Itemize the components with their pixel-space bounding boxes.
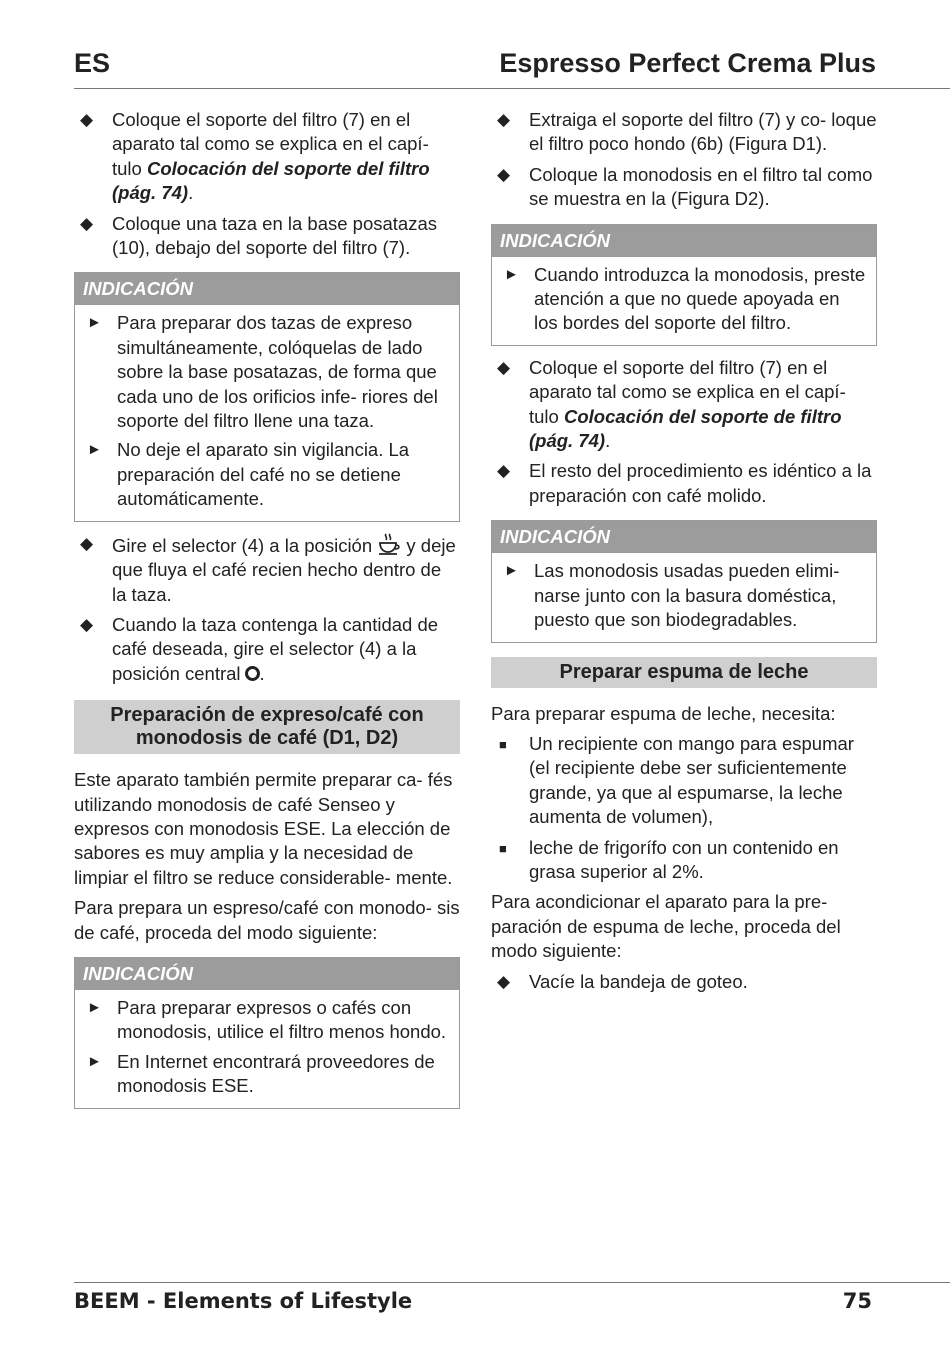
list-item: ■ leche de frigorífo con un contenido en grasa superior al 2%. [499,836,839,882]
off-position-icon [245,666,260,681]
page-number: 75 [842,1289,872,1313]
list-item: ■ Un recipiente con mango para espumar (el recipiente debe ser suficientemente grande, ya que al espumarse, la leche aumenta de volumen), [499,732,854,828]
diamond-bullet-icon: ◆ [80,110,94,129]
square-bullet-icon: ■ [499,840,507,856]
left-column [74,108,460,1119]
note-item: ► Para preparar expresos o cafés con monodosis, utilice el filtro menos hondo. [87,996,447,1043]
header-divider [74,88,950,89]
diamond-bullet-icon: ◆ [80,213,94,233]
note-item: ► Las monodosis usadas pueden elimi- narse junto con la basura doméstica, puesto que son biodegradables. [504,560,840,631]
paragraph: Para prepara un espreso/café con monodo- sis de café, proceda del modo siguiente: [74,897,460,943]
note-heading: INDICACIÓN [75,958,459,990]
note-item: ► Cuando introduzca la monodosis, preste atención a que no quede apoyada en los bordes del soporte del filtro. [504,263,866,334]
note-box [74,957,460,1109]
diamond-bullet-icon: ◆ [497,110,511,129]
diamond-bullet-icon: ◆ [80,614,94,634]
note-box [491,224,877,346]
note-item: ► En Internet encontrará proveedores de monodosis ESE. [87,1050,435,1097]
chapter-reference: Colocación del soporte del filtro (pág. 74) [112,157,430,204]
language-code: ES [74,48,111,78]
diamond-bullet-icon: ◆ [497,357,511,377]
cup-steam-icon [377,532,401,556]
arrow-bullet-icon: ► [87,441,102,459]
note-box [491,520,877,642]
note-box [74,272,460,521]
note-heading: INDICACIÓN [492,225,876,257]
chapter-reference: Colocación del soporte de filtro (pág. 74) [529,405,842,452]
diamond-bullet-icon: ◆ [497,971,511,991]
list-item: ◆ Coloque la monodosis en el filtro tal como se muestra en la (Figura D2). [497,163,873,210]
note-heading: INDICACIÓN [492,521,876,553]
list-item: ◆ Coloque el soporte del filtro (7) en el aparato tal como se explica en el capí- tulo Colocación del soporte de filtro (pág. 74). [497,356,846,452]
paragraph: Este aparato también permite preparar ca- fés utilizando monodosis de café Senseo y expresos con monodosis ESE. La elección de sabores es muy amplia y la necesidad de limpiar el filtro se reduce considerable- mente. [74,769,453,888]
square-bullet-icon: ■ [499,736,507,752]
arrow-bullet-icon: ► [504,562,519,580]
list-item: ◆ El resto del procedimiento es idéntico a la preparación con café molido. [497,460,872,506]
list-item: ◆ Coloque una taza en la base posatazas (10), debajo del soporte del filtro (7). [80,212,438,259]
diamond-bullet-icon: ◆ [497,461,511,481]
note-item: ► No deje el aparato sin vigilancia. La preparación del café no se detiene automáticamente. [87,439,410,510]
paragraph: Para acondicionar el aparato para la pre- paración de espuma de leche, proceda del modo siguiente: [491,891,841,962]
list-item: ◆ Cuando la taza contenga la cantidad de café deseada, gire el selector (4) a la posición central . [80,613,439,684]
arrow-bullet-icon: ► [504,265,519,283]
section-heading: Preparación de expreso/café con monodosis de café (D1, D2) [74,700,460,754]
list-item: ◆ Vacíe la bandeja de goteo. [491,970,877,994]
footer-divider [74,1282,950,1283]
arrow-bullet-icon: ► [87,998,102,1016]
right-column [491,108,877,1000]
list-item: ◆ Extraiga el soporte del filtro (7) y co- loque el filtro poco hondo (6b) (Figura D1). [497,109,877,155]
section-heading: Preparar espuma de leche [491,657,877,688]
diamond-bullet-icon: ◆ [497,164,511,184]
note-heading: INDICACIÓN [75,273,459,305]
product-title: Espresso Perfect Crema Plus [499,48,876,78]
diamond-bullet-icon: ◆ [80,533,94,553]
note-item: ► Para preparar dos tazas de expreso simultáneamente, colóquelas de lado sobre la base posatazas, de forma que cada uno de los orificios infe- riores del soporte del filtro llene una taza. [87,312,438,432]
list-item: ◆ Gire el selector (4) a la posición y deje que fluya el café recien hecho dentro de la taza. [80,533,456,605]
list-item: ◆ Coloque el soporte del filtro (7) en el aparato tal como se explica en el capí- tulo Colocación del soporte del filtro (pág. 74). [80,109,430,204]
arrow-bullet-icon: ► [87,314,102,332]
paragraph: Para preparar espuma de leche, necesita: [491,702,836,724]
arrow-bullet-icon: ► [87,1052,102,1070]
footer-brand: BEEM - Elements of Lifestyle [74,1289,413,1313]
